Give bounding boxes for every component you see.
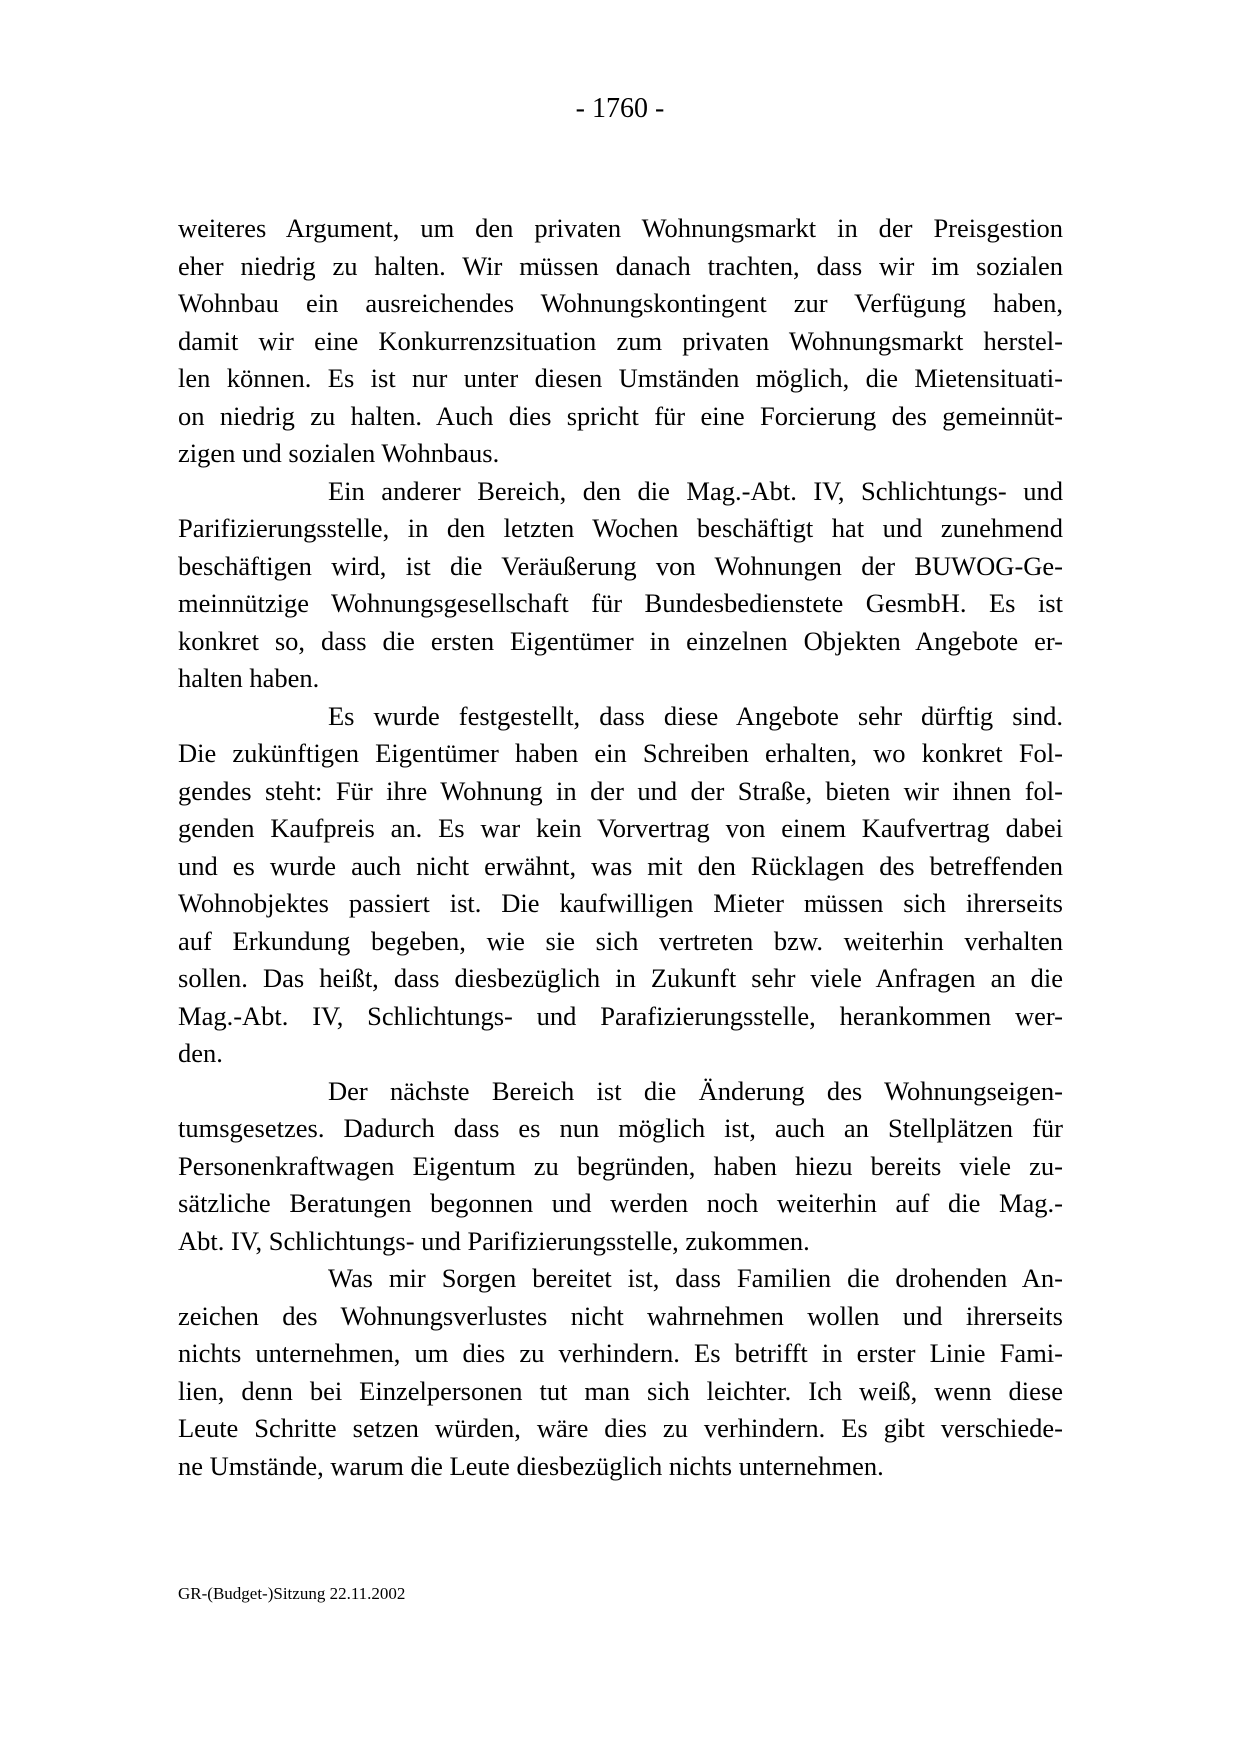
text-line: den. [178, 1038, 223, 1068]
text-line: Der nächste Bereich ist die Änderung des Wohnungseigen- [328, 1075, 1063, 1106]
text-line: eher niedrig zu halten. Wir müssen danach trachten, dass wir im sozialen [178, 250, 1063, 281]
text-line: meinnützige Wohnungsgesellschaft für Bundesbedienstete GesmbH. Es ist [178, 588, 1063, 618]
text-line: weiteres Argument, um den privaten Wohnungsmarkt in der Preisgestion [178, 213, 1063, 243]
paragraph [178, 698, 1063, 1073]
text-line: genden Kaufpreis an. Es war kein Vorvertrag von einem Kaufvertrag dabei [178, 813, 1063, 843]
text-line: beschäftigen wird, ist die Veräußerung von Wohnungen der BUWOG-Ge- [178, 550, 1063, 581]
text-line: Mag.-Abt. IV, Schlichtungs- und Parafizierungsstelle, herankommen wer- [178, 1000, 1063, 1031]
text-line: Die zukünftigen Eigentümer haben ein Schreiben erhalten, wo konkret Fol- [178, 738, 1063, 768]
text-line: Parifizierungsstelle, in den letzten Wochen beschäftigt hat und zunehmend [178, 513, 1063, 543]
text-line: gendes steht: Für ihre Wohnung in der und der Straße, bieten wir ihnen fol- [178, 775, 1063, 806]
text-line: tumsgesetzes. Dadurch dass es nun möglich ist, auch an Stellplätzen für [178, 1113, 1063, 1143]
paragraph [178, 473, 1063, 698]
paragraph [178, 1260, 1063, 1485]
text-line: Abt. IV, Schlichtungs- und Parifizierungsstelle, zukommen. [178, 1225, 810, 1256]
page-number: - 1760 - [575, 93, 665, 124]
text-line: konkret so, dass die ersten Eigentümer in einzelnen Objekten Angebote er- [178, 625, 1063, 656]
text-line: zeichen des Wohnungsverlustes nicht wahrnehmen wollen und ihrerseits [178, 1300, 1063, 1331]
text-line: Ein anderer Bereich, den die Mag.-Abt. IV, Schlichtungs- und [328, 475, 1063, 506]
text-line: on niedrig zu halten. Auch dies spricht für eine Forcierung des gemeinnüt- [178, 400, 1063, 431]
text-line: Leute Schritte setzen würden, wäre dies zu verhindern. Es gibt verschiede- [178, 1413, 1063, 1443]
text-line: halten haben. [178, 663, 320, 693]
text-line: Es wurde festgestellt, dass diese Angebote sehr dürftig sind. [328, 700, 1063, 731]
paragraph [178, 1073, 1063, 1261]
text-line: nichts unternehmen, um dies zu verhindern. Es betrifft in erster Linie Fami- [178, 1338, 1063, 1368]
text-line: sollen. Das heißt, dass diesbezüglich in Zukunft sehr viele Anfragen an die [178, 963, 1063, 993]
text-line: lien, denn bei Einzelpersonen tut man sich leichter. Ich weiß, wenn diese [178, 1375, 1063, 1406]
text-line: sätzliche Beratungen begonnen und werden noch weiterhin auf die Mag.- [178, 1188, 1063, 1218]
paragraph [178, 210, 1063, 473]
text-line: ne Umstände, warum die Leute diesbezüglich nichts unternehmen. [178, 1450, 884, 1481]
text-line: auf Erkundung begeben, wie sie sich vertreten bzw. weiterhin verhalten [178, 925, 1063, 956]
footer-session-date: GR-(Budget-)Sitzung 22.11.2002 [178, 1584, 406, 1603]
text-line: damit wir eine Konkurrenzsituation zum privaten Wohnungsmarkt herstel- [178, 325, 1063, 356]
document-body [178, 210, 1063, 1485]
text-line: Personenkraftwagen Eigentum zu begründen, haben hiezu bereits viele zu- [178, 1150, 1063, 1181]
text-line: Wohnbau ein ausreichendes Wohnungskontingent zur Verfügung haben, [178, 288, 1063, 318]
text-line: und es wurde auch nicht erwähnt, was mit den Rücklagen des betreffenden [178, 850, 1063, 881]
text-line: len können. Es ist nur unter diesen Umständen möglich, die Mietensituati- [178, 363, 1063, 393]
text-line: zigen und sozialen Wohnbaus. [178, 438, 500, 468]
text-line: Was mir Sorgen bereitet ist, dass Familien die drohenden An- [328, 1263, 1063, 1293]
text-line: Wohnobjektes passiert ist. Die kaufwilligen Mieter müssen sich ihrerseits [178, 888, 1063, 918]
